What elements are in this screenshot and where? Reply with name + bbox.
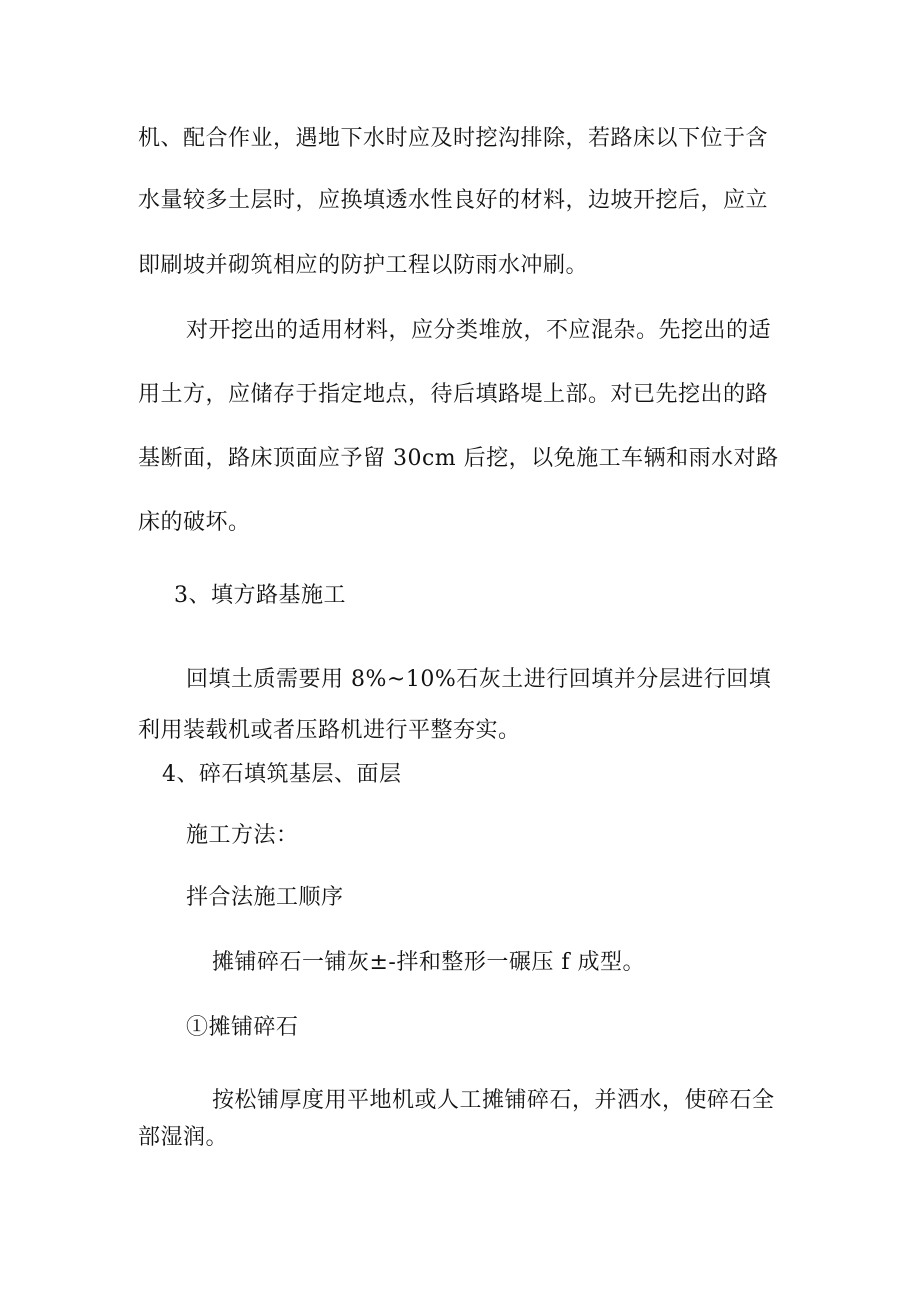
section-heading: 3、填方路基施工 [174,583,346,608]
paragraph-line: 基断面，路床顶面应予留 30cm 后挖，以免施工车辆和雨水对路 [138,446,779,471]
paragraph-line: 利用装载机或者压路机进行平整夯实。 [138,718,521,743]
paragraph-line: 回填土质需要用 8%~10%石灰土进行回填并分层进行回填 [186,667,772,692]
subheading: ①摊铺碎石 [186,1015,299,1040]
paragraph-line: 机、配合作业，遇地下水时应及时挖沟排除，若路床以下位于含 [138,126,769,151]
paragraph-line: 水量较多土层时，应换填透水性良好的材料，边坡开挖后，应立 [138,188,769,213]
subheading: 拌合法施工顺序 [186,885,344,910]
paragraph-line: 部湿润。 [138,1125,229,1150]
paragraph-line: 床的破坏。 [138,510,251,535]
paragraph-line: 即刷坡并砌筑相应的防护工程以防雨水冲刷。 [138,253,589,278]
paragraph-line: 对开挖出的适用材料，应分类堆放，不应混杂。先挖出的适 [186,318,772,343]
subheading: 施工方法： [186,823,299,848]
section-heading: 4、碎石填筑基层、面层 [162,762,402,787]
paragraph-line: 摊铺碎石一铺灰±-拌和整形一碾压 f 成型。 [212,950,645,975]
paragraph-line: 按松铺厚度用平地机或人工摊铺碎石，并洒水，使碎石全 [212,1088,775,1113]
paragraph-line: 用土方，应储存于指定地点，待后填路堤上部。对已先挖出的路 [138,382,769,407]
